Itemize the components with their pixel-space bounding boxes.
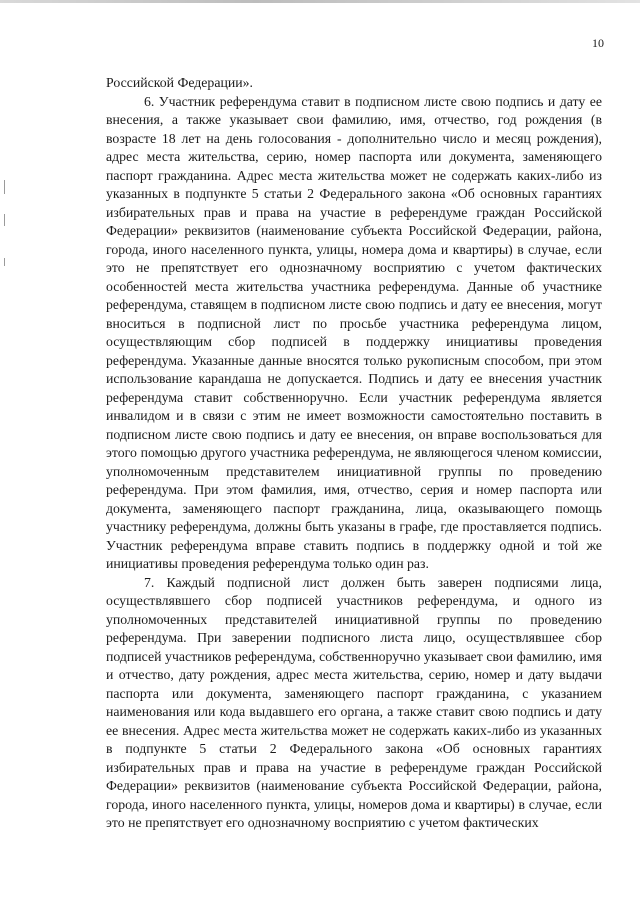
paragraph-item-7: 7. Каждый подписной лист должен быть заверен подписями лица, осуществлявшего сбор подписей участников референдума, и одного из уполномоченных представителей инициативной группы по проведению референдума. При заверении подписного листа лицо, осуществлявшее сбор подписей участников референдума, собственноручно указывает свои фамилию, имя и отчество, дату рождения, адрес места жительства, серию, номер и дату выдачи паспорта или документа, заменяющего паспорт гражданина, с указанием наименования или кода выдавшего его органа, а также ставит свою подпись и дату ее внесения. Адрес места жительства может не содержать каких-либо из указанных в подпункте 5 статьи 2 Федерального закона «Об основных гарантиях избирательных прав и права на участие в референдуме граждан Российской Федерации» реквизитов (наименование субъекта Российской Федерации, района, города, иного населенного пункта, улицы, номеров дома и квартиры) в случае, если это не препятствует его однозначному восприятию с учетом фактических [106, 574, 602, 830]
document-body [106, 74, 602, 833]
margin-scan-mark [4, 214, 5, 226]
margin-scan-mark [4, 258, 5, 266]
scan-top-edge [0, 0, 640, 3]
paragraph-item-6: 6. Участник референдума ставит в подписном листе свою подпись и дату ее внесения, а также указывает свои фамилию, имя, отчество, год рождения (в возрасте 18 лет на день голосования - дополнительно число и месяц рождения), адрес места жительства, серию, номер паспорта или документа, заменяющего паспорт гражданина. Адрес места жительства может не содержать каких-либо из указанных в подпункте 5 статьи 2 Федерального закона «Об основных гарантиях избирательных прав и права на участие в референдуме граждан Российской Федерации» реквизитов (наименование субъекта Российской Федерации, района, города, иного населенного пункта, улицы, номера дома и квартиры) в случае, если это не препятствует его однозначному восприятию с учетом фактических особенностей места жительства участника референдума. Данные об участнике референдума, ставящем в подписном листе свою подпись и дату ее внесения, могут вноситься в подписной лист по просьбе участника референдума лицом, осуществляющим сбор подписей в поддержку инициативы проведения референдума. Указанные данные вносятся только рукописным способом, при этом использование карандаша не допускается. Подпись и дату ее внесения участник референдума ставит собственноручно. Если участник референдума является инвалидом и в связи с этим не имеет возможности самостоятельно поставить в подписном листе свою подпись и дату ее внесения, он вправе воспользоваться для этого помощью другого участника референдума, не являющегося членом комиссии, уполномоченным представителем инициативной группы по проведению референдума. При этом фамилия, имя, отчество, серия и номер паспорта или документа, заменяющего паспорт гражданина, лица, оказывающего помощь участнику референдума, должны быть указаны в графе, где проставляется подпись. Участник референдума вправе ставить подпись в поддержку одной и той же инициативы проведения референдума только один раз. [106, 93, 602, 571]
page-number: 10 [592, 36, 604, 50]
paragraph-continuation: Российской Федерации». [106, 75, 253, 90]
margin-scan-mark [4, 180, 5, 194]
